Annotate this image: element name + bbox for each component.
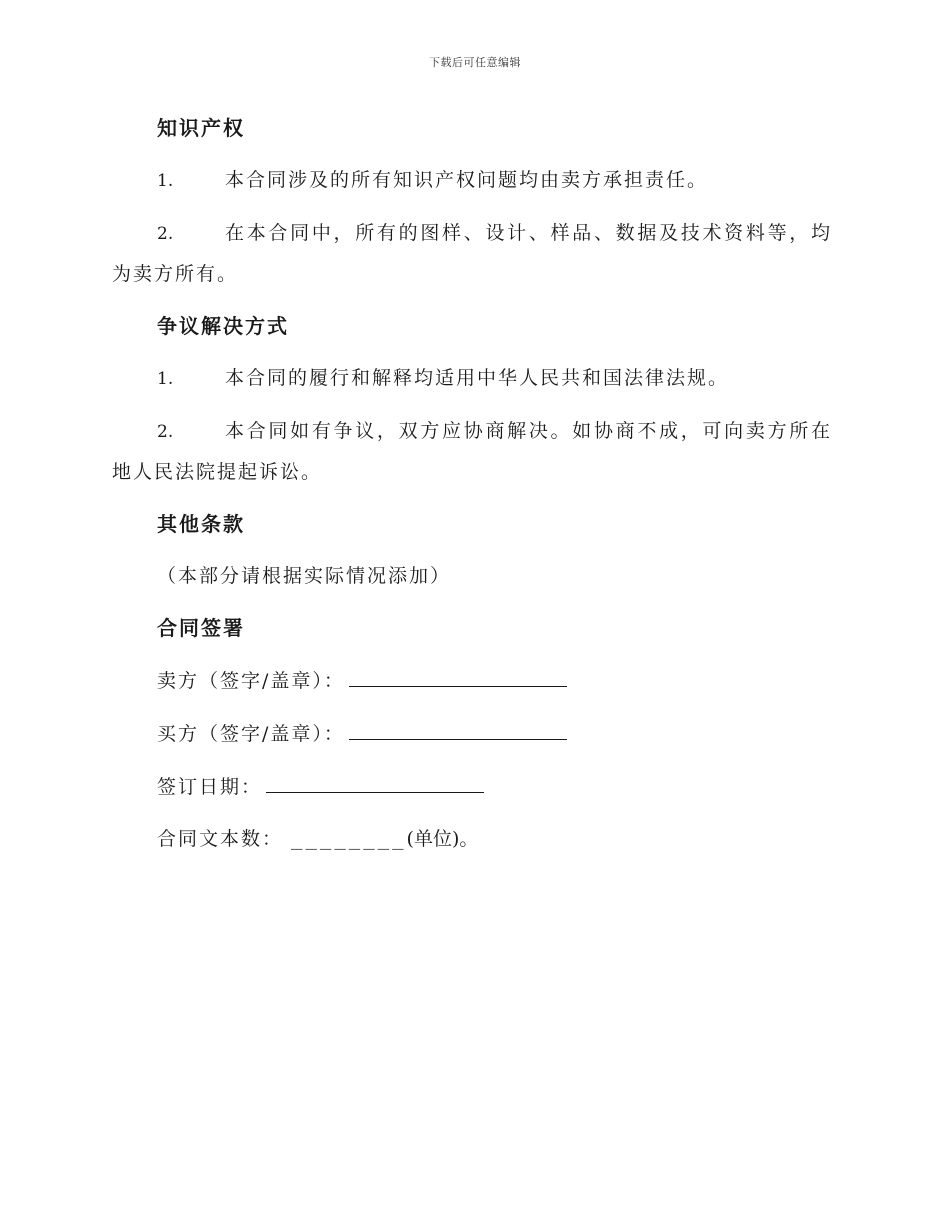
seller-signature-label: 卖方（签字/盖章）：: [157, 670, 345, 692]
signing-date-label: 签订日期：: [157, 776, 263, 798]
seller-signature-line: [157, 660, 832, 701]
signing-date-blank[interactable]: [266, 766, 484, 793]
item-text: 本合同涉及的所有知识产权问题均由卖方承担责任。: [225, 169, 709, 191]
copies-label: 合同文本数：: [157, 828, 284, 850]
dispute-item-2: [112, 411, 832, 492]
copies-unit: (单位)。: [406, 828, 479, 850]
ip-item-1: [112, 160, 832, 201]
other-terms-note: （本部分请根据实际情况添加）: [157, 565, 452, 587]
item-text-line2: 地人民法院提起诉讼。: [112, 461, 323, 483]
item-text-line1: 在本合同中，所有的图样、设计、样品、数据及技术资料等，均: [225, 222, 832, 244]
buyer-signature-line: [157, 713, 832, 754]
buyer-signature-label: 买方（签字/盖章）：: [157, 723, 345, 745]
dispute-item-1: [112, 358, 832, 399]
copies-blank[interactable]: ________: [291, 828, 407, 850]
ip-item-2: [112, 213, 832, 294]
signing-date-line: [157, 766, 832, 807]
item-number: 2.: [157, 224, 174, 244]
section-title-dispute: 争议解决方式: [157, 314, 289, 338]
section-title-other: 其他条款: [157, 512, 245, 536]
copies-line: [157, 819, 832, 859]
section-title-ip: 知识产权: [157, 116, 245, 140]
section-title-signing: 合同签署: [157, 616, 245, 640]
item-number: 1.: [157, 369, 174, 389]
item-number: 2.: [157, 422, 174, 442]
item-text-line2: 为卖方所有。: [112, 263, 239, 285]
page-header-note: 下载后可任意编辑: [429, 56, 521, 69]
document-body: [112, 108, 832, 871]
item-text: 本合同的履行和解释均适用中华人民共和国法律法规。: [225, 367, 730, 389]
seller-signature-blank[interactable]: [349, 660, 567, 687]
buyer-signature-blank[interactable]: [349, 713, 567, 740]
item-number: 1.: [157, 171, 174, 191]
item-text-line1: 本合同如有争议，双方应协商解决。如协商不成，可向卖方所在: [225, 420, 832, 442]
